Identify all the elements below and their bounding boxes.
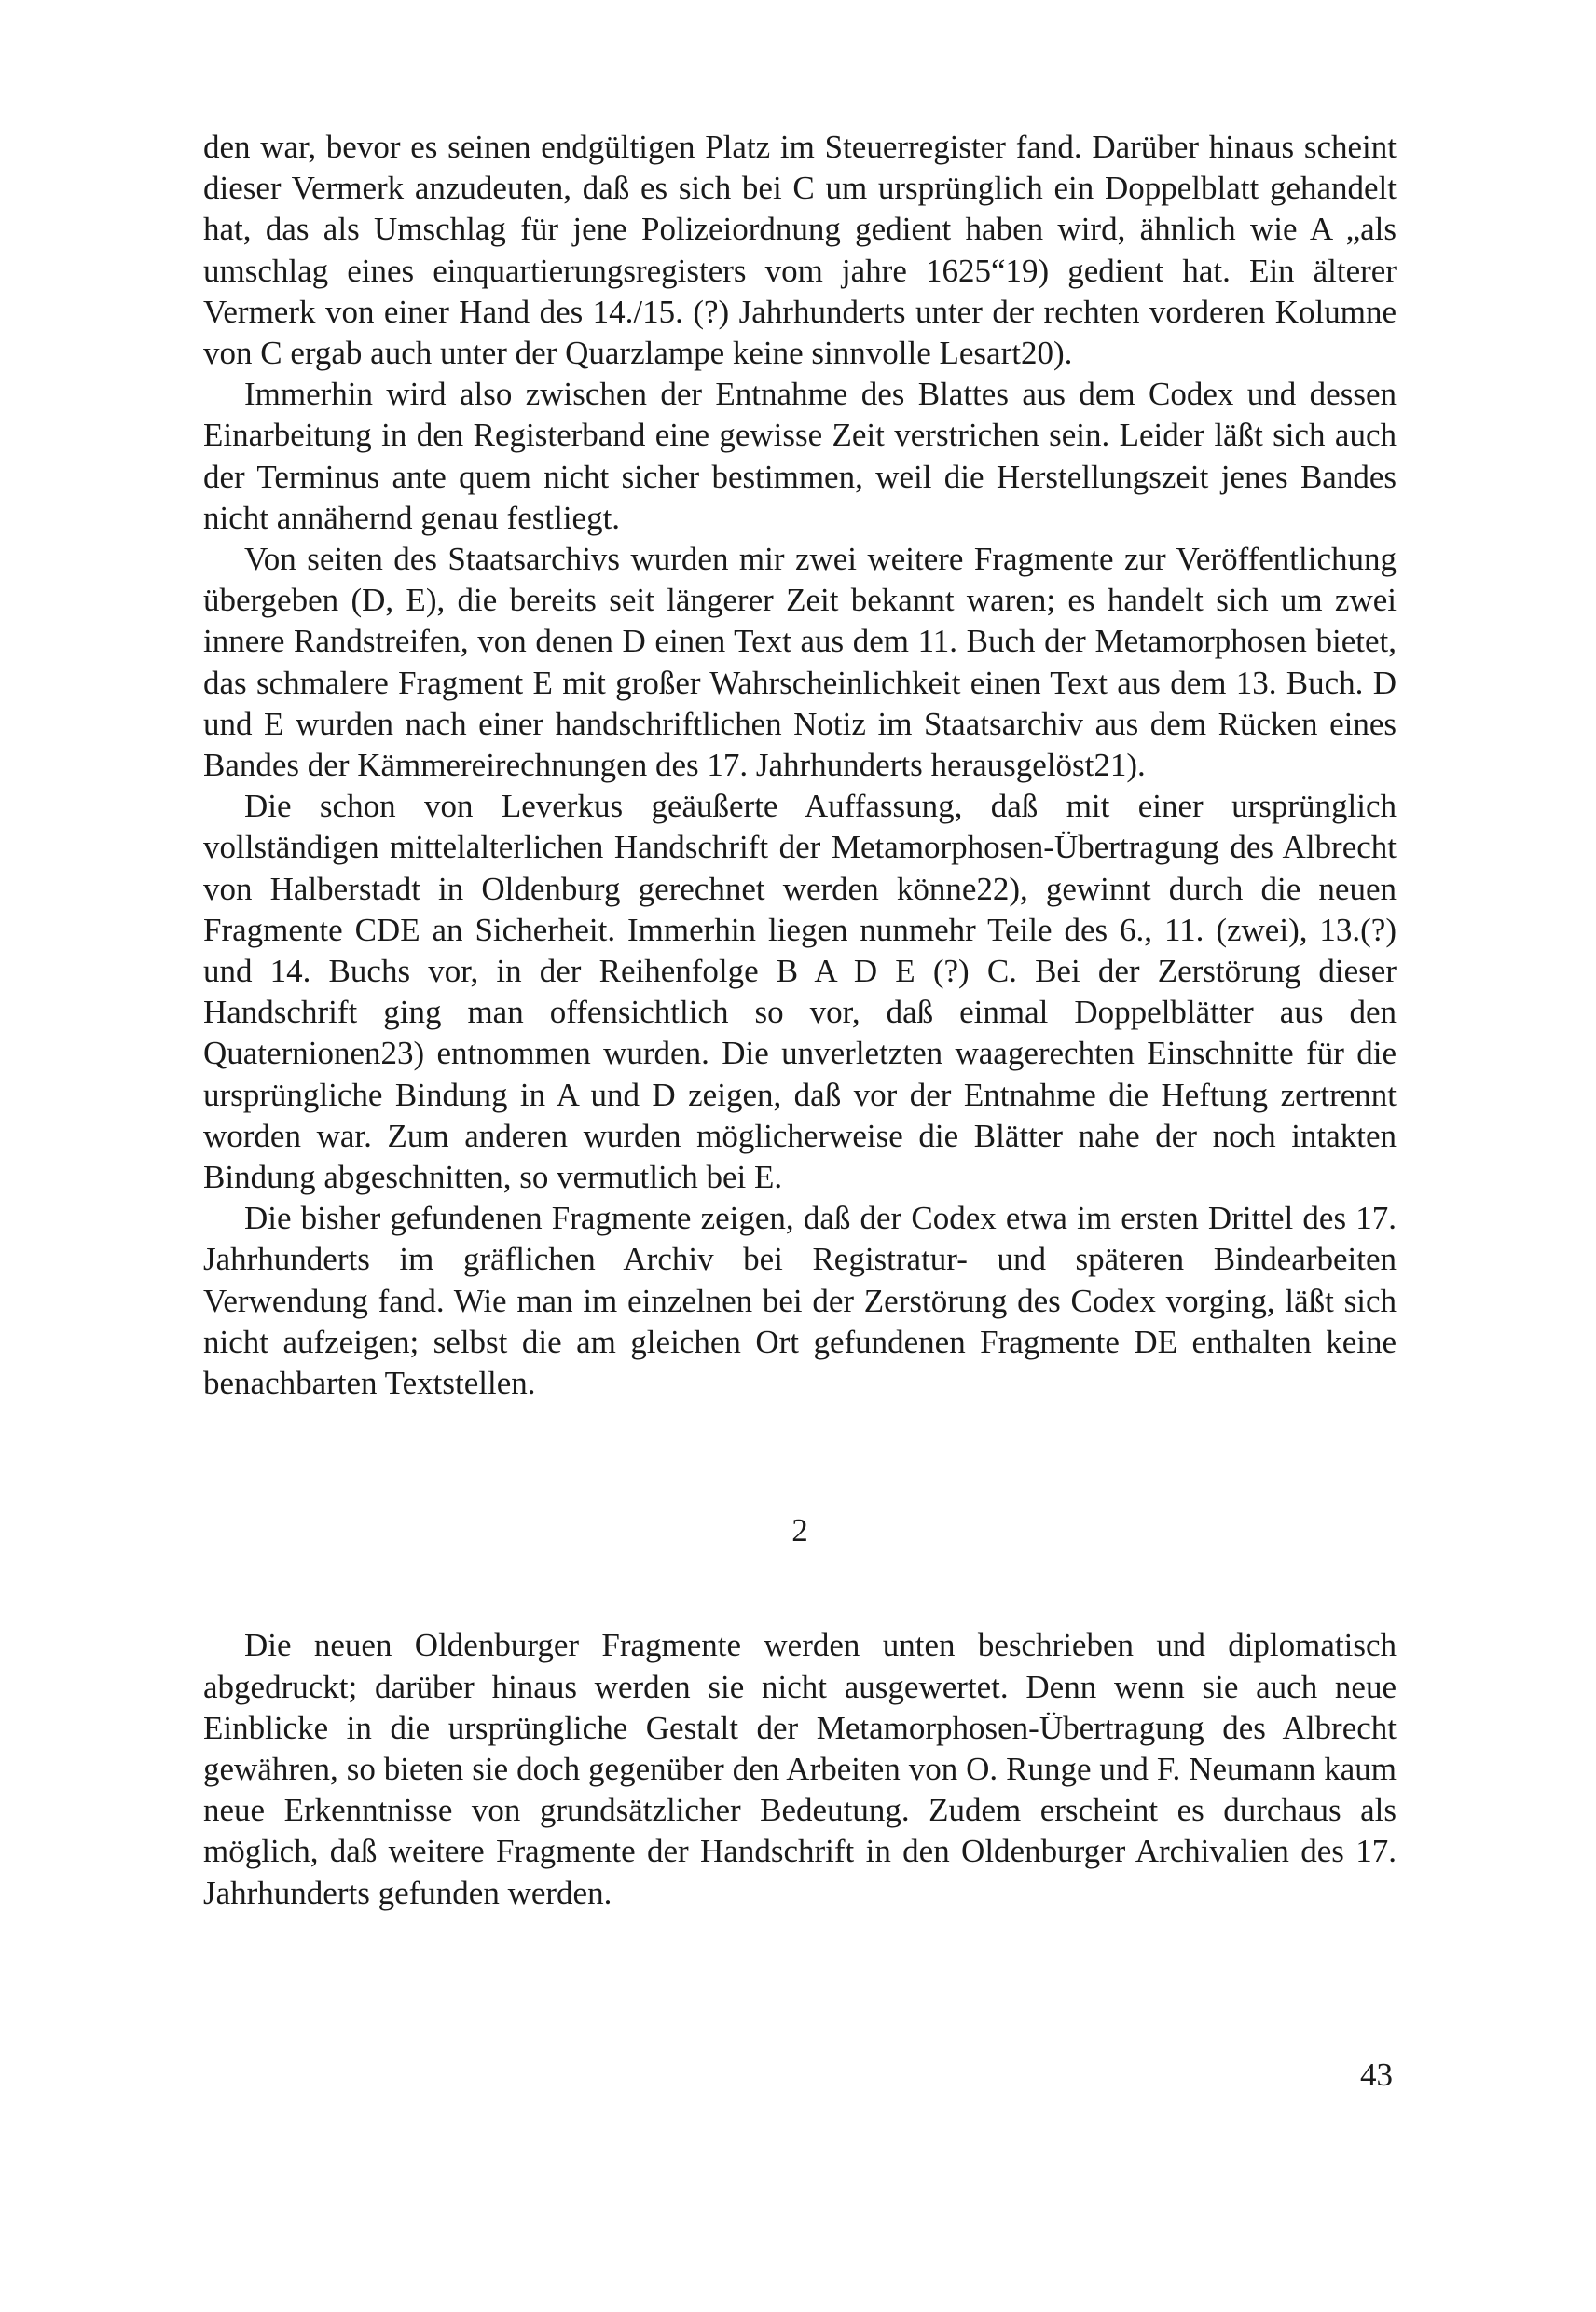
paragraph-5: Die bisher gefundenen Fragmente zeigen, daß der Codex etwa im ersten Drittel des 17. Jahrhunderts im gräflichen Archiv bei Registratur- und späteren Bindearbeiten Verwendung fand. Wie man im einzelnen bei der Zerstörung des Codex vorging, läßt sich nicht aufzeigen; selbst die am gleichen Ort gefundenen Fragmente DE enthalten keine benachbarten Textstellen. (203, 1200, 1396, 1402)
paragraph-3: Von seiten des Staatsarchivs wurden mir zwei weitere Fragmente zur Veröffentlichung übergeben (D, E), die bereits seit längerer Zeit bekannt waren; es handelt sich um zwei innere Randstreifen, von denen D einen Text aus dem 11. Buch der Metamorphosen bietet, das schmalere Fragment E mit großer Wahrscheinlichkeit einen Text aus dem 13. Buch. D und E wurden nach einer handschriftlichen Notiz im Staatsarchiv aus dem Rücken eines Bandes der Kämmereirechnungen des 17. Jahrhunderts herausgelöst21). (203, 541, 1396, 784)
section-number: 2 (791, 1512, 808, 1549)
body-text (203, 127, 1396, 1914)
paragraph-4: Die schon von Leverkus geäußerte Auffassung, daß mit einer ursprünglich vollständigen mittelalterlichen Handschrift der Metamorphosen-Übertragung des Albrecht von Halberstadt in Oldenburg gerechnet werden könne22), gewinnt durch die neuen Fragmente CDE an Sicherheit. Immerhin liegen nunmehr Teile des 6., 11. (zwei), 13.(?) und 14. Buchs vor, in der Reihenfolge B A D E (?) C. Bei der Zerstörung dieser Handschrift ging man offensichtlich so vor, daß einmal Doppelblätter aus den Quaternionen23) entnommen wurden. Die unverletzten waagerechten Einschnitte für die ursprüngliche Bindung in A und D zeigen, daß vor der Entnahme die Heftung zertrennt worden war. Zum anderen wurden möglicherweise die Blätter nahe der noch intakten Bindung abgeschnitten, so vermutlich bei E. (203, 788, 1396, 1196)
paragraph-2: Immerhin wird also zwischen der Entnahme des Blattes aus dem Codex und dessen Einarbeitung in den Registerband eine gewisse Zeit verstrichen sein. Leider läßt sich auch der Terminus ante quem nicht sicher bestimmen, weil die Herstellungszeit jenes Bandes nicht annähernd genau festliegt. (203, 376, 1396, 536)
paragraph-6: Die neuen Oldenburger Fragmente werden unten beschrieben und diplomatisch abgedruckt; darüber hinaus werden sie nicht ausgewertet. Denn wenn sie auch neue Einblicke in die ursprüngliche Gestalt der Metamorphosen-Übertragung des Albrecht gewähren, so bieten sie doch gegenüber den Arbeiten von O. Runge und F. Neumann kaum neue Erkenntnisse von grundsätzlicher Bedeutung. Zudem erscheint es durchaus als möglich, daß weitere Fragmente der Handschrift in den Oldenburger Archivalien des 17. Jahrhunderts gefunden werden. (203, 1627, 1396, 1911)
paragraph-1: den war, bevor es seinen endgültigen Platz im Steuerregister fand. Darüber hinaus scheint dieser Vermerk anzudeuten, daß es sich bei C um ursprünglich ein Doppelblatt gehandelt hat, das als Umschlag für jene Polizeiordnung gedient haben wird, ähnlich wie A „als umschlag eines einquartierungsregisters vom jahre 1625“19) gedient hat. Ein älterer Vermerk von einer Hand des 14./15. (?) Jahrhunderts unter der rechten vorderen Kolumne von C ergab auch unter der Quarzlampe keine sinnvolle Lesart20). (203, 129, 1396, 372)
page-number: 43 (1360, 2057, 1393, 2093)
